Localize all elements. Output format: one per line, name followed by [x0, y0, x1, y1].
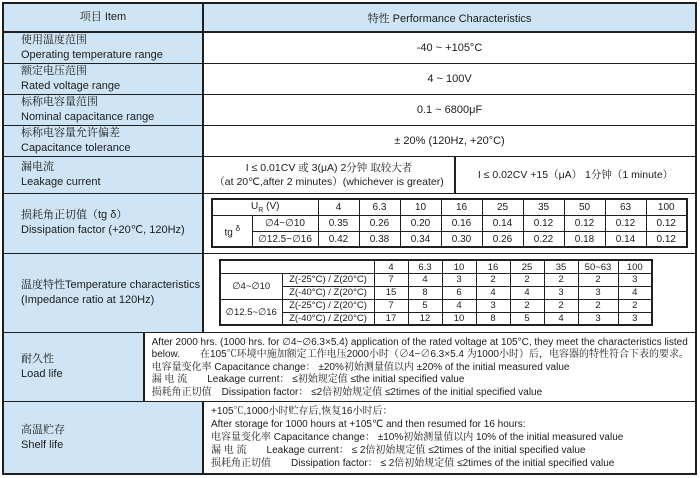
row-rated-voltage — [4, 64, 695, 95]
ur-header: $U_R$ (V) — [212, 199, 318, 215]
voltage-col: 6.3 — [408, 260, 442, 273]
header-row — [4, 4, 695, 33]
row-dissipation-factor — [4, 194, 695, 254]
label-zh: 标称电容量允许偏差 — [21, 127, 120, 140]
temperature-table — [219, 259, 653, 326]
label-en: Leakage current — [21, 175, 101, 188]
label-en: Shelf life — [21, 438, 64, 451]
dissipation-row-small: tg $^\delta$ ∅4~∅10 0.35 0.26 0.20 0.16 0.14 0.12 0.12 0.12 0.12 — [212, 215, 687, 231]
label-en: Nominal capacitance range — [21, 111, 155, 124]
label-en: Rated voltage range — [21, 80, 121, 93]
label-zh: 高温贮存 — [21, 423, 65, 436]
ratio-cell: Z(-40°C) / Z(20°C) — [282, 312, 374, 325]
temp-row: ∅4~∅10 Z(-25°C) / Z(20°C) 7 4 3 2 2 2 2 3 — [220, 273, 652, 286]
temperature-header-row — [220, 260, 652, 273]
row-operating-temperature — [4, 33, 695, 64]
label-zh: 耐久性 — [21, 353, 54, 365]
voltage-col: 16 — [476, 260, 510, 273]
label-zh: 标称电容量范围 — [21, 96, 98, 109]
shelf-life-line: 损耗角正切值 Dissipation factor： ≤ 2倍初始规定值 ≤2times of the initial specified value — [211, 458, 615, 469]
header-item: 项目 Item — [4, 4, 204, 31]
dissipation-row-large: ∅12.5~∅16 0.42 0.38 0.34 0.30 0.26 0.22 0.18 0.14 0.12 — [212, 231, 687, 247]
voltage-col: 35 — [544, 260, 578, 273]
value-nominal-capacitance: 0.1 ~ 6800μF — [204, 95, 695, 125]
leakage-cells — [204, 157, 695, 193]
label-nominal-capacitance — [4, 95, 204, 125]
ratio-cell: Z(-40°C) / Z(20°C) — [282, 286, 374, 299]
diameter-cell: ∅4~∅10 — [252, 215, 318, 231]
dissipation-table-cell — [204, 194, 695, 253]
voltage-col: 10 — [442, 260, 476, 273]
voltage-col: 100 — [646, 199, 687, 215]
shelf-life-line: +105℃,1000小时贮存后,恢复16小时后： — [211, 406, 393, 417]
shelf-life-text — [204, 402, 695, 473]
value-rated-voltage: 4 ~ 100V — [204, 64, 695, 94]
label-shelf-life — [4, 402, 204, 473]
temp-row: Z(-40°C) / Z(20°C) 17 12 10 8 5 4 3 3 — [220, 312, 652, 325]
row-capacitance-tolerance — [4, 126, 695, 157]
ratio-cell: Z(-25°C) / Z(20°C) — [282, 273, 374, 286]
load-life-line: 损耗角正切值 Dissipation factor： ≤2倍初始规定值 ≤2times of the initial specified value — [151, 386, 543, 398]
row-leakage-current — [4, 157, 695, 194]
row-shelf-life — [4, 402, 695, 473]
temp-row: Z(-40°C) / Z(20°C) 15 8 6 4 4 3 3 4 — [220, 286, 652, 299]
voltage-col: 4 — [318, 199, 359, 215]
voltage-col: 6.3 — [359, 199, 400, 215]
voltage-col: 4 — [374, 260, 408, 273]
label-zh: 损耗角正切值（tg δ） — [21, 209, 128, 222]
load-life-line: 漏 电 流 Leakage current： ≤初始规定值 ≤the initial specified value — [151, 374, 465, 386]
leakage-condition: （at 20℃,after 2 minutes）(whichever is greater) — [214, 175, 444, 188]
voltage-col: 100 — [618, 260, 652, 273]
leakage-standard-cell — [204, 157, 456, 193]
voltage-col: 35 — [523, 199, 564, 215]
voltage-col: 25 — [510, 260, 544, 273]
temp-row: ∅12.5~∅16 Z(-25°C) / Z(20°C) 7 5 4 3 2 2 2 2 — [220, 299, 652, 312]
voltage-col: 63 — [605, 199, 646, 215]
header-characteristics: 特性 Performance Characteristics — [204, 4, 695, 31]
tg-delta-cell: tg $^\delta$ — [212, 215, 252, 247]
dissipation-header-row — [212, 199, 687, 215]
voltage-col: 50 — [564, 199, 605, 215]
label-zh: 使用温度范围 — [21, 34, 87, 47]
row-load-life — [4, 333, 695, 402]
label-zh: 额定电压范围 — [21, 65, 87, 78]
characteristics-table — [2, 2, 697, 475]
diameter-cell: ∅12.5~∅16 — [252, 231, 318, 247]
diameter-cell: ∅12.5~∅16 — [220, 299, 282, 325]
load-life-line: below. 在105℃环境中施加额定工作电压2000小时（∅4~∅6.3×5.4 为1000小时）后，电容器的特性符合下表的要求。 — [151, 349, 689, 361]
shelf-life-line: After storage for 1000 hours at +105℃ and then resumed for 16 hours: — [211, 419, 526, 430]
label-leakage-current — [4, 157, 204, 193]
label-zh: 温度特性Temperature characteristics — [21, 278, 201, 291]
label-dissipation-factor — [4, 194, 204, 253]
voltage-col: 50~63 — [578, 260, 618, 273]
blank-header — [220, 260, 374, 273]
label-en: Capacitance tolerance — [21, 142, 131, 155]
label-en: Load life — [21, 368, 63, 380]
diameter-cell: ∅4~∅10 — [220, 273, 282, 299]
value-capacitance-tolerance: ± 20% (120Hz, +20°C) — [204, 126, 695, 156]
label-zh: 漏电流 — [21, 160, 54, 173]
row-temperature-characteristics — [4, 254, 695, 333]
shelf-life-line: 漏 电 流 Leakage current： ≤ 2倍初始规定值 ≤2times of the initial specified value — [211, 445, 586, 456]
ratio-cell: Z(-25°C) / Z(20°C) — [282, 299, 374, 312]
voltage-col: 16 — [441, 199, 482, 215]
shelf-life-line: 电容量变化率 Capacitance change： ±10%初始测量值以内 10% of the initial measured value — [211, 432, 624, 443]
label-load-life — [4, 333, 145, 401]
label-rated-voltage — [4, 64, 204, 94]
label-en: (Impedance ratio at 120Hz) — [21, 293, 155, 306]
label-operating-temperature — [4, 33, 204, 63]
value-operating-temperature: -40 ~ +105°C — [204, 33, 695, 63]
load-life-line: After 2000 hrs. (1000 hrs. for ∅4~∅6.3×5.4) application of the rated voltage at 105°C, they meet the characteristics listed — [151, 336, 688, 348]
label-en: Dissipation factor (+20℃, 120Hz) — [21, 224, 185, 237]
label-temperature-characteristics — [4, 254, 204, 332]
leakage-formula: I ≤ 0.01CV 或 3(μA) 2分钟 取较大者 — [245, 161, 413, 174]
voltage-col: 10 — [400, 199, 441, 215]
label-capacitance-tolerance — [4, 126, 204, 156]
load-life-text — [145, 333, 695, 401]
dissipation-table — [211, 198, 688, 248]
voltage-col: 25 — [482, 199, 523, 215]
label-en: Operating temperature range — [21, 49, 163, 62]
leakage-alt-cell: I ≤ 0.02CV +15（μA） 1分钟（1 minute） — [477, 169, 674, 182]
temperature-table-cell — [204, 254, 695, 332]
load-life-line: 电容量变化率 Capacitance change： ±20%初始测量值以内 ±20% of the initial measured value — [151, 361, 570, 373]
row-nominal-capacitance — [4, 95, 695, 126]
